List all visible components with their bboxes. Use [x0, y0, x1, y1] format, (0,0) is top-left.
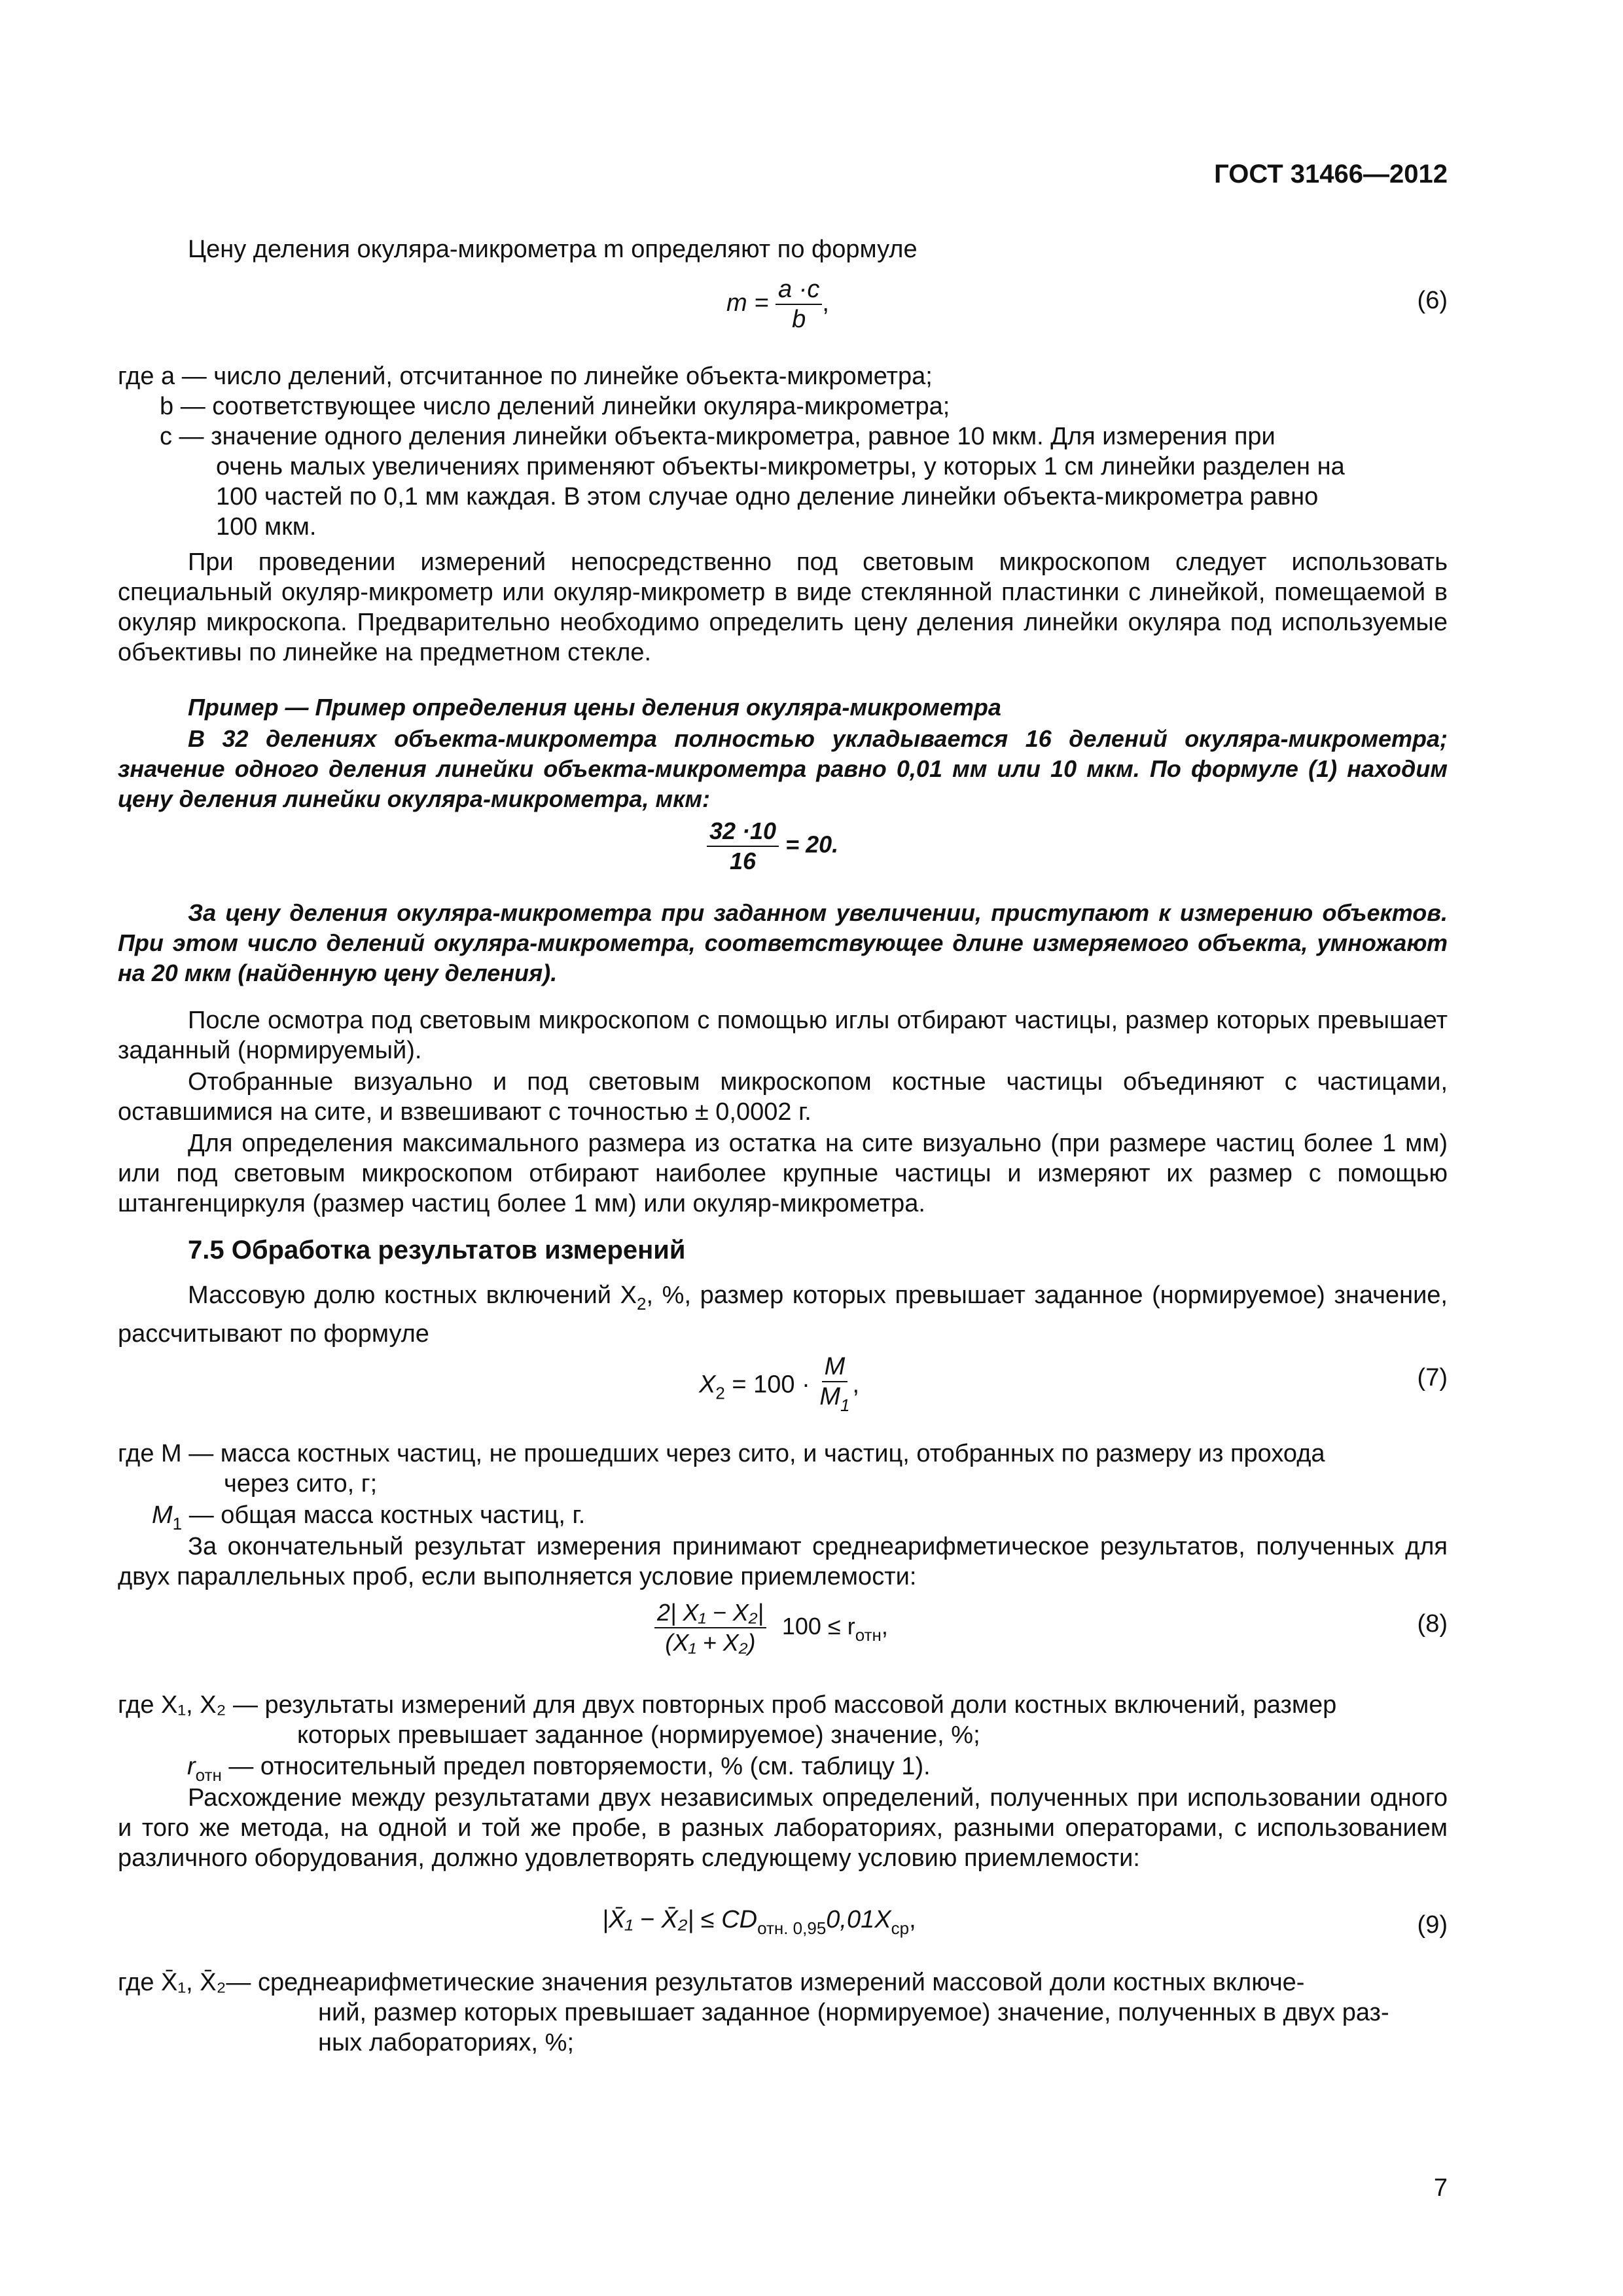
section-heading: 7.5 Обработка результатов измерений: [188, 1236, 686, 1265]
eq8-tail-text: 100 ≤ r: [781, 1612, 855, 1640]
where6-a: где a — число делений, отсчитанное по линейке объекта-микрометра;: [118, 363, 933, 390]
eq9-tail: ,: [909, 1906, 916, 1933]
eq7-mid: = 100 ·: [732, 1371, 810, 1399]
where7-M1-sym: M: [152, 1501, 173, 1529]
example-title: Пример — Пример определения цены деления окуляра-микрометра: [188, 694, 1001, 721]
paragraph-7: Расхождение между результатами двух независимых определений, полученных при использовании одного и того же метода, на одной и той же пробе, в разных лабораториях, разными операторами, с использованием различного оборудования, должно удовлетворять следующему условию приемлемости:: [118, 1784, 1448, 1872]
eq7-den-sym: M: [819, 1383, 840, 1410]
eq8-tail: [781, 1612, 888, 1645]
para5-subscript: 2: [637, 1294, 647, 1314]
eq6-fraction: [776, 275, 822, 334]
paragraph-3: Отобранные визуально и под световым микроскопом костные частицы объединяют с частицами, оставшимися на сите, и взвешивают с точностью ± 0,0002 г.: [118, 1068, 1448, 1126]
standard-number: ГОСТ 31466—2012: [1214, 160, 1448, 188]
example-denominator: 16: [730, 848, 757, 874]
where6-c3: 100 частей по 0,1 мм каждая. В этом случае одно деление линейки объекта-микрометра равно: [216, 483, 1319, 511]
where8-r-sym: r: [187, 1753, 196, 1780]
example-result: = 20.: [785, 831, 839, 858]
eq6-numerator: a ·c: [776, 275, 822, 305]
where6-c2: очень малых увеличениях применяют объекты-микрометры, у которых 1 см линейки разделен на: [216, 453, 1345, 480]
eq9-a: |X̄₁ − X̄₂| ≤ CD: [602, 1906, 758, 1933]
paragraph-6: За окончательный результат измерения принимают среднеарифметическое результатов, полученных для двух параллельных проб, если выполняется условие приемлемости:: [118, 1533, 1448, 1590]
intro-line: Цену деления окуляра-микрометра m определяют по формуле: [188, 236, 918, 263]
eq7-numerator: M: [822, 1352, 848, 1382]
where9-l3: ных лабораториях, %;: [318, 2029, 575, 2056]
eq9-sub1: отн. 0,95: [757, 1918, 827, 1938]
eq6-denominator: b: [792, 306, 806, 333]
paragraph-4: Для определения максимального размера из остатка на сите визуально (при размере частиц более 1 мм) или под световым микроскопом отбирают наиболее крупные частицы и измеряют их размер с помощью штангенциркуля (размер частиц более 1 мм) или окуляр-микрометра.: [118, 1130, 1448, 1217]
equation-9: [602, 1906, 916, 1939]
page-number: 7: [1433, 2174, 1448, 2202]
eq7-lhs-sub: 2: [715, 1383, 725, 1403]
where7-M1-text: — общая масса костных частиц, г.: [188, 1501, 586, 1529]
where6-b: b — соответствующее число делений линейки окуляра-микрометра;: [160, 393, 950, 420]
eq9-b: 0,01X: [826, 1906, 891, 1933]
where7-M1-sub: 1: [172, 1514, 183, 1534]
example-fraction: [707, 817, 779, 876]
eq8-tail-sub: отн: [855, 1624, 882, 1645]
example-numerator: 32 ·10: [707, 817, 779, 847]
paragraph-1: При проведении измерений непосредственно под световым микроскопом следует использовать специальный окуляр-микрометр или окуляр-микрометр в виде стеклянной пластинки с линейкой, помещаемой в окуляр микроскопа. Предварительно необходимо определить цену деления линейки окуляра под используемые объективы по линейке на предметном стекле.: [118, 548, 1448, 666]
eq8-denominator: (X₁ + X₂): [665, 1629, 756, 1656]
eq9-number: (9): [1417, 1911, 1448, 1939]
eq8-tail-end: ,: [881, 1612, 888, 1640]
equation-8: [654, 1598, 888, 1657]
example-after: За цену деления окуляра-микрометра при заданном увеличении, приступают к измерению объектов. При этом число делений окуляра-микрометра, соответствующее длине измеряемого объекта, умножают на 20 мкм (найденную цену деления).: [118, 899, 1448, 986]
eq9-sub2: ср: [891, 1918, 910, 1938]
where6-c1: c — значение одного деления линейки объекта-микрометра, равное 10 мкм. Для измерения при: [160, 423, 1275, 450]
eq8-numerator: 2| X₁ − X₂|: [654, 1598, 766, 1628]
where8-x2: которых превышает заданное (нормируемое) значение, %;: [297, 1721, 980, 1749]
where9-l2: ний, размер которых превышает заданное (нормируемое) значение, полученных в двух раз-: [318, 1999, 1389, 2026]
eq7-den-sub: 1: [840, 1395, 850, 1415]
paragraph-2: После осмотра под световым микроскопом с помощью иглы отбирают частицы, размер которых превышает заданный (нормируемый).: [118, 1007, 1448, 1064]
where8-r-sub: отн: [195, 1765, 222, 1785]
eq7-denominator: [817, 1382, 852, 1420]
eq8-fraction: [654, 1598, 766, 1657]
where7-m1: где M — масса костных частиц, не прошедших через сито, и частиц, отобранных по размеру из прохода: [118, 1440, 1325, 1467]
example-text: В 32 делениях объекта-микрометра полностью укладывается 16 делений окуляра-микрометра; значение одного деления линейки объекта-микрометра равно 0,01 мм или 10 мкм. По формуле (1) находим цену деления линейки окуляра-микрометра, мкм:: [118, 725, 1448, 812]
where6-c4: 100 мкм.: [216, 513, 317, 541]
eq7-tail: ,: [852, 1371, 860, 1399]
equation-6: [726, 275, 829, 334]
where8-x1: где X₁, X₂ — результаты измерений для двух повторных проб массовой доли костных включений, размер: [118, 1691, 1337, 1719]
eq7-number: (7): [1417, 1364, 1448, 1391]
where9-l1: где X̄₁, X̄₂— среднеарифметические значения результатов измерений массовой доли костных включе-: [118, 1969, 1305, 1996]
example-equation: [707, 817, 838, 876]
eq7-fraction: [817, 1352, 852, 1420]
eq7-lhs: X: [699, 1371, 716, 1399]
eq8-number: (8): [1417, 1610, 1448, 1638]
para5-start: Массовую долю костных включений X: [188, 1282, 637, 1309]
where8-r-text: — относительный предел повторяемости, % (см. таблицу 1).: [228, 1753, 931, 1780]
eq6-number: (6): [1417, 287, 1448, 314]
where7-m2: через сито, г;: [224, 1470, 378, 1498]
eq6-lhs: m =: [726, 289, 769, 317]
para5-end: , %, размер которых превышает заданное (нормируемое) значение, рассчитывают по формуле: [118, 1282, 1448, 1348]
equation-7: [699, 1352, 859, 1420]
paragraph-5: [118, 1280, 1448, 1349]
eq6-tail: ,: [822, 289, 829, 317]
